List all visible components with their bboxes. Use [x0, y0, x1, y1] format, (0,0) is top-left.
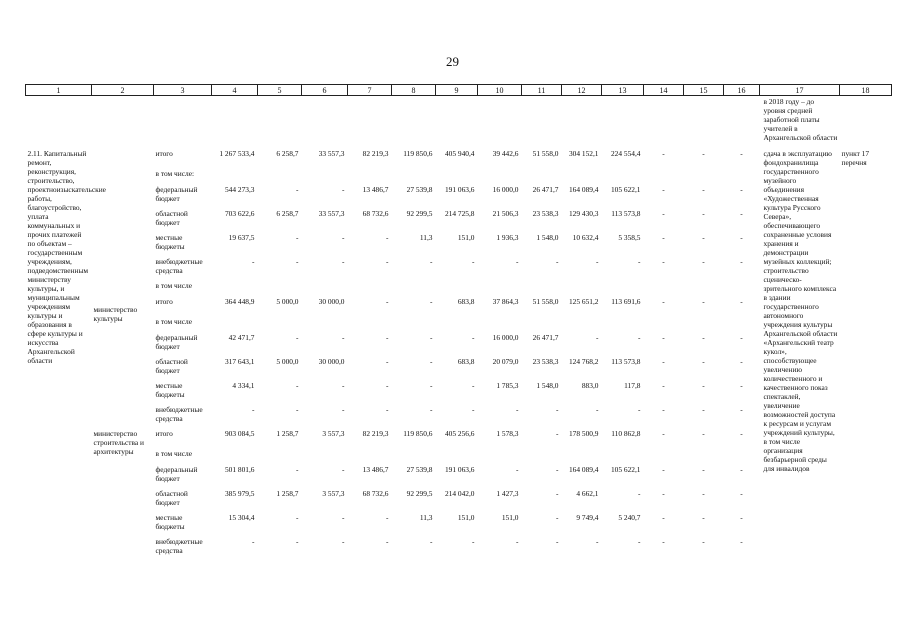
- amount-cell: [302, 168, 348, 184]
- amount-cell: -: [662, 297, 665, 306]
- funding-source: в том числе: [155, 317, 192, 326]
- column-header-1: 1: [26, 85, 92, 96]
- reference: пункт 17 перечня: [841, 149, 870, 167]
- amount-cell: -: [472, 405, 475, 414]
- amount-cell: [522, 280, 562, 296]
- amount-cell: 1 258,7: [276, 489, 299, 498]
- amount-cell: [348, 280, 392, 296]
- amount-cell: 151,0: [457, 233, 475, 242]
- amount-cell: 16 000,0: [492, 333, 519, 342]
- amount-cell: 13 486,7: [362, 185, 389, 194]
- amount-cell: 1 548,0: [536, 233, 559, 242]
- amount-cell: -: [342, 405, 345, 414]
- amount-cell: 125 651,2: [568, 297, 599, 306]
- amount-cell: 113 691,6: [611, 297, 641, 306]
- funding-source: в том числе:: [155, 169, 195, 178]
- amount-cell: 51 558,0: [532, 297, 559, 306]
- amount-cell: [684, 448, 724, 464]
- amount-cell: 33 557,3: [318, 149, 345, 158]
- amount-cell: [684, 280, 724, 296]
- amount-cell: 119 850,6: [403, 149, 433, 158]
- amount-cell: -: [430, 333, 433, 342]
- amount-cell: -: [740, 185, 743, 194]
- amount-cell: 10 632,4: [572, 233, 599, 242]
- amount-cell: [258, 280, 302, 296]
- amount-cell: -: [342, 233, 345, 242]
- amount-cell: -: [430, 257, 433, 266]
- amount-cell: -: [662, 405, 665, 414]
- column-header-12: 12: [562, 85, 602, 96]
- amount-cell: [348, 316, 392, 332]
- amount-cell: -: [386, 333, 389, 342]
- funding-source: итого: [155, 149, 173, 158]
- amount-cell: 5 358,5: [618, 233, 641, 242]
- amount-cell: -: [386, 513, 389, 522]
- amount-cell: 1 267 533,4: [219, 149, 255, 158]
- amount-cell: 151,0: [457, 513, 475, 522]
- amount-cell: -: [516, 465, 519, 474]
- amount-cell: 1 258,7: [276, 429, 299, 438]
- amount-cell: 113 573,8: [611, 357, 641, 366]
- amount-cell: -: [662, 357, 665, 366]
- amount-cell: [258, 316, 302, 332]
- funding-source: внебюджетные средства: [155, 405, 203, 423]
- amount-cell: -: [430, 537, 433, 546]
- amount-cell: -: [556, 537, 559, 546]
- amount-cell: [644, 316, 684, 332]
- amount-cell: 42 471,7: [228, 333, 255, 342]
- amount-cell: -: [662, 381, 665, 390]
- amount-cell: -: [740, 297, 743, 306]
- funding-source: областной бюджет: [155, 209, 188, 227]
- column-header-16: 16: [724, 85, 760, 96]
- column-header-2: 2: [92, 85, 154, 96]
- amount-cell: 92 299,5: [406, 489, 433, 498]
- amount-cell: -: [702, 381, 705, 390]
- amount-cell: -: [252, 405, 255, 414]
- amount-cell: -: [638, 489, 641, 498]
- amount-cell: [522, 448, 562, 464]
- amount-cell: -: [386, 381, 389, 390]
- amount-cell: 129 430,3: [568, 209, 599, 218]
- amount-cell: 9 749,4: [576, 513, 599, 522]
- funding-source: итого: [155, 429, 173, 438]
- amount-cell: [644, 448, 684, 464]
- amount-cell: 3 557,3: [322, 489, 345, 498]
- item-title: 2.11. Капитальный ремонт, реконструкция, строительство, проектноизыскательские работы, благоустройство, уплата коммунальных и прочих платежей по объектам – государственным учреждениям, подведомственным министерству культуры, и муниципальным учреждениям культуры и образования в сфере культуры и искусства Архангельской области: [27, 149, 106, 365]
- amount-cell: 1 427,3: [496, 489, 519, 498]
- amount-cell: 5 000,0: [276, 297, 299, 306]
- amount-cell: 501 801,6: [224, 465, 255, 474]
- amount-cell: 19 637,5: [228, 233, 255, 242]
- amount-cell: -: [386, 257, 389, 266]
- amount-cell: 364 448,9: [224, 297, 255, 306]
- amount-cell: -: [296, 405, 299, 414]
- amount-cell: [436, 168, 478, 184]
- amount-cell: [348, 448, 392, 464]
- amount-cell: -: [472, 257, 475, 266]
- amount-cell: [724, 168, 760, 184]
- amount-cell: -: [638, 257, 641, 266]
- amount-cell: -: [702, 405, 705, 414]
- amount-cell: [392, 316, 436, 332]
- amount-cell: 5 240,7: [618, 513, 641, 522]
- amount-cell: 164 089,4: [568, 185, 599, 194]
- amount-cell: -: [740, 149, 743, 158]
- column-header-7: 7: [348, 85, 392, 96]
- amount-cell: 703 622,6: [224, 209, 255, 218]
- amount-cell: 26 471,7: [532, 185, 559, 194]
- amount-cell: -: [430, 357, 433, 366]
- amount-cell: 16 000,0: [492, 185, 519, 194]
- funding-source: местные бюджеты: [155, 381, 185, 399]
- column-header-6: 6: [302, 85, 348, 96]
- column-header-13: 13: [602, 85, 644, 96]
- column-header-14: 14: [644, 85, 684, 96]
- amount-cell: 27 539,8: [406, 185, 433, 194]
- amount-cell: -: [296, 465, 299, 474]
- amount-cell: [684, 168, 724, 184]
- amount-cell: -: [740, 209, 743, 218]
- amount-cell: 30 000,0: [318, 357, 345, 366]
- amount-cell: [212, 448, 258, 464]
- amount-cell: [562, 316, 602, 332]
- amount-cell: -: [386, 405, 389, 414]
- amount-cell: -: [386, 537, 389, 546]
- page-number: 29: [446, 54, 459, 69]
- column-header-3: 3: [154, 85, 212, 96]
- amount-cell: -: [342, 381, 345, 390]
- funding-source: в том числе: [155, 449, 192, 458]
- amount-cell: [478, 316, 522, 332]
- amount-cell: -: [702, 465, 705, 474]
- amount-cell: [644, 168, 684, 184]
- program-table: [25, 84, 881, 560]
- amount-cell: -: [702, 537, 705, 546]
- amount-cell: -: [702, 357, 705, 366]
- amount-cell: 191 063,6: [444, 465, 475, 474]
- amount-cell: -: [296, 185, 299, 194]
- amount-cell: 5 000,0: [276, 357, 299, 366]
- amount-cell: 92 299,5: [406, 209, 433, 218]
- funding-source: внебюджетные средства: [155, 257, 203, 275]
- amount-cell: -: [296, 233, 299, 242]
- amount-cell: 110 862,8: [611, 429, 641, 438]
- amount-cell: -: [740, 489, 743, 498]
- amount-cell: [602, 448, 644, 464]
- funding-source: федеральный бюджет: [155, 333, 198, 351]
- column-header-11: 11: [522, 85, 562, 96]
- amount-cell: -: [702, 185, 705, 194]
- amount-cell: 37 864,3: [492, 297, 519, 306]
- funding-source: местные бюджеты: [155, 513, 185, 531]
- amount-cell: 224 554,4: [610, 149, 641, 158]
- amount-cell: -: [342, 185, 345, 194]
- expected-result: сдача в эксплуатацию фондохранилища государственного музейного объединения «Художественная культура Русского Севера», обеспечивающего сохраненные условия хранения и демонстрации музейных коллекций; строительство сценическо-зрительного комплекса в здании государственного автономного учреждения культуры Архангельской области «Архангельский театр кукол», способствующее увеличению количественного и качественного показ спектаклей, увеличение возможностей доступа к ресурсам и услугам учреждений культуры, в том числе организация безбарьерной среды для инвалидов: [763, 149, 838, 473]
- amount-cell: -: [662, 429, 665, 438]
- column-header-9: 9: [436, 85, 478, 96]
- amount-cell: -: [252, 537, 255, 546]
- amount-cell: -: [740, 257, 743, 266]
- amount-cell: 544 273,3: [224, 185, 255, 194]
- executor: [92, 148, 154, 280]
- amount-cell: -: [556, 513, 559, 522]
- amount-cell: -: [662, 185, 665, 194]
- amount-cell: -: [296, 333, 299, 342]
- amount-cell: -: [740, 513, 743, 522]
- amount-cell: -: [342, 513, 345, 522]
- amount-cell: -: [702, 149, 705, 158]
- amount-cell: -: [556, 429, 559, 438]
- amount-cell: -: [662, 233, 665, 242]
- amount-cell: -: [296, 381, 299, 390]
- amount-cell: -: [342, 465, 345, 474]
- amount-cell: -: [472, 333, 475, 342]
- amount-cell: -: [596, 537, 599, 546]
- amount-cell: -: [556, 489, 559, 498]
- amount-cell: -: [662, 513, 665, 522]
- amount-cell: -: [430, 297, 433, 306]
- amount-cell: 191 063,6: [444, 185, 475, 194]
- amount-cell: -: [638, 333, 641, 342]
- amount-cell: 33 557,3: [318, 209, 345, 218]
- amount-cell: [212, 168, 258, 184]
- amount-cell: -: [296, 513, 299, 522]
- amount-cell: 3 557,3: [322, 429, 345, 438]
- amount-cell: 1 548,0: [536, 381, 559, 390]
- amount-cell: 119 850,6: [403, 429, 433, 438]
- amount-cell: -: [516, 537, 519, 546]
- amount-cell: -: [702, 297, 705, 306]
- executor: министерство строительства и архитектуры: [93, 429, 145, 456]
- amount-cell: 82 219,3: [362, 429, 389, 438]
- amount-cell: -: [386, 357, 389, 366]
- amount-cell: 26 471,7: [532, 333, 559, 342]
- amount-cell: [436, 280, 478, 296]
- amount-cell: 883,0: [581, 381, 599, 390]
- amount-cell: -: [662, 465, 665, 474]
- amount-cell: 68 732,6: [362, 489, 389, 498]
- column-header-8: 8: [392, 85, 436, 96]
- amount-cell: -: [740, 537, 743, 546]
- amount-cell: 117,8: [624, 381, 641, 390]
- amount-cell: 164 089,4: [568, 465, 599, 474]
- amount-cell: -: [662, 257, 665, 266]
- amount-cell: 105 622,1: [610, 185, 641, 194]
- amount-cell: 21 506,3: [492, 209, 519, 218]
- amount-cell: [436, 316, 478, 332]
- amount-cell: [258, 168, 302, 184]
- amount-cell: -: [296, 537, 299, 546]
- amount-cell: [436, 448, 478, 464]
- amount-cell: 151,0: [501, 513, 519, 522]
- amount-cell: [562, 168, 602, 184]
- amount-cell: 304 152,1: [568, 149, 599, 158]
- amount-cell: [212, 280, 258, 296]
- amount-cell: -: [702, 209, 705, 218]
- amount-cell: 317 643,1: [224, 357, 255, 366]
- amount-cell: [302, 280, 348, 296]
- amount-cell: -: [296, 257, 299, 266]
- amount-cell: 13 486,7: [362, 465, 389, 474]
- amount-cell: -: [556, 257, 559, 266]
- amount-cell: -: [516, 405, 519, 414]
- amount-cell: 82 219,3: [362, 149, 389, 158]
- executor: министерство культуры: [93, 305, 138, 323]
- amount-cell: -: [662, 537, 665, 546]
- funding-source: областной бюджет: [155, 357, 188, 375]
- amount-cell: [478, 168, 522, 184]
- amount-cell: -: [386, 233, 389, 242]
- table-row: [26, 148, 892, 168]
- funding-source: областной бюджет: [155, 489, 188, 507]
- amount-cell: -: [662, 333, 665, 342]
- amount-cell: 903 084,5: [224, 429, 255, 438]
- amount-cell: -: [702, 233, 705, 242]
- funding-source: в том числе: [155, 281, 192, 290]
- column-header-17: 17: [760, 85, 840, 96]
- amount-cell: 11,3: [419, 513, 433, 522]
- amount-cell: -: [430, 381, 433, 390]
- amount-cell: 4 662,1: [576, 489, 599, 498]
- amount-cell: [392, 280, 436, 296]
- amount-cell: [302, 316, 348, 332]
- amount-cell: -: [638, 537, 641, 546]
- amount-cell: -: [342, 257, 345, 266]
- amount-cell: [212, 316, 258, 332]
- amount-cell: 20 079,0: [492, 357, 519, 366]
- amount-cell: [348, 168, 392, 184]
- amount-cell: [562, 280, 602, 296]
- amount-cell: -: [638, 405, 641, 414]
- amount-cell: 11,3: [419, 233, 433, 242]
- amount-cell: 6 258,7: [276, 149, 299, 158]
- amount-cell: -: [740, 333, 743, 342]
- funding-source: федеральный бюджет: [155, 465, 198, 483]
- amount-cell: -: [342, 333, 345, 342]
- amount-cell: 15 304,4: [228, 513, 255, 522]
- amount-cell: 51 558,0: [532, 149, 559, 158]
- amount-cell: -: [702, 429, 705, 438]
- amount-cell: -: [252, 257, 255, 266]
- amount-cell: [302, 448, 348, 464]
- column-number-row: [26, 85, 892, 96]
- amount-cell: [392, 168, 436, 184]
- amount-cell: -: [556, 465, 559, 474]
- funding-source: местные бюджеты: [155, 233, 185, 251]
- amount-cell: -: [516, 257, 519, 266]
- amount-cell: -: [740, 405, 743, 414]
- amount-cell: [602, 316, 644, 332]
- amount-cell: -: [556, 405, 559, 414]
- amount-cell: 68 732,6: [362, 209, 389, 218]
- amount-cell: [478, 280, 522, 296]
- amount-cell: -: [430, 405, 433, 414]
- amount-cell: 405 940,4: [444, 149, 475, 158]
- amount-cell: -: [740, 465, 743, 474]
- amount-cell: 214 042,0: [444, 489, 475, 498]
- amount-cell: -: [740, 381, 743, 390]
- amount-cell: -: [702, 489, 705, 498]
- amount-cell: 683,8: [457, 297, 475, 306]
- funding-source: внебюджетные средства: [155, 537, 203, 555]
- continuation-text: в 2018 году – до уровня средней заработной платы учителей в Архангельской области: [763, 97, 838, 142]
- amount-cell: [724, 316, 760, 332]
- amount-cell: 1 785,3: [496, 381, 519, 390]
- column-header-5: 5: [258, 85, 302, 96]
- amount-cell: -: [740, 429, 743, 438]
- funding-source: итого: [155, 297, 173, 306]
- column-header-18: 18: [840, 85, 892, 96]
- amount-cell: -: [662, 149, 665, 158]
- amount-cell: -: [596, 333, 599, 342]
- amount-cell: -: [740, 357, 743, 366]
- amount-cell: 385 979,5: [224, 489, 255, 498]
- amount-cell: [602, 280, 644, 296]
- amount-cell: -: [662, 489, 665, 498]
- amount-cell: [684, 316, 724, 332]
- amount-cell: -: [386, 297, 389, 306]
- amount-cell: -: [472, 381, 475, 390]
- amount-cell: 23 538,3: [532, 357, 559, 366]
- amount-cell: -: [740, 233, 743, 242]
- amount-cell: -: [596, 257, 599, 266]
- amount-cell: [478, 448, 522, 464]
- amount-cell: [562, 448, 602, 464]
- amount-cell: 178 500,9: [568, 429, 599, 438]
- amount-cell: [724, 448, 760, 464]
- amount-cell: 105 622,1: [610, 465, 641, 474]
- amount-cell: 6 258,7: [276, 209, 299, 218]
- amount-cell: -: [662, 209, 665, 218]
- funding-source: федеральный бюджет: [155, 185, 198, 203]
- amount-cell: [522, 168, 562, 184]
- amount-cell: 1 936,3: [496, 233, 519, 242]
- amount-cell: 683,8: [457, 357, 475, 366]
- amount-cell: -: [702, 257, 705, 266]
- amount-cell: -: [702, 333, 705, 342]
- column-header-15: 15: [684, 85, 724, 96]
- amount-cell: 30 000,0: [318, 297, 345, 306]
- amount-cell: -: [702, 513, 705, 522]
- amount-cell: -: [596, 405, 599, 414]
- amount-cell: [258, 448, 302, 464]
- continuation-row: [26, 96, 892, 149]
- amount-cell: [522, 316, 562, 332]
- amount-cell: 405 256,6: [444, 429, 475, 438]
- amount-cell: 113 573,8: [611, 209, 641, 218]
- column-header-10: 10: [478, 85, 522, 96]
- amount-cell: 1 578,3: [496, 429, 519, 438]
- amount-cell: 214 725,8: [444, 209, 475, 218]
- amount-cell: 23 538,3: [532, 209, 559, 218]
- amount-cell: 39 442,6: [492, 149, 519, 158]
- column-header-4: 4: [212, 85, 258, 96]
- amount-cell: -: [342, 537, 345, 546]
- amount-cell: [602, 168, 644, 184]
- amount-cell: -: [472, 537, 475, 546]
- amount-cell: [724, 280, 760, 296]
- amount-cell: 4 334,1: [232, 381, 255, 390]
- amount-cell: [392, 448, 436, 464]
- amount-cell: 124 768,2: [568, 357, 599, 366]
- amount-cell: [644, 280, 684, 296]
- amount-cell: 27 539,8: [406, 465, 433, 474]
